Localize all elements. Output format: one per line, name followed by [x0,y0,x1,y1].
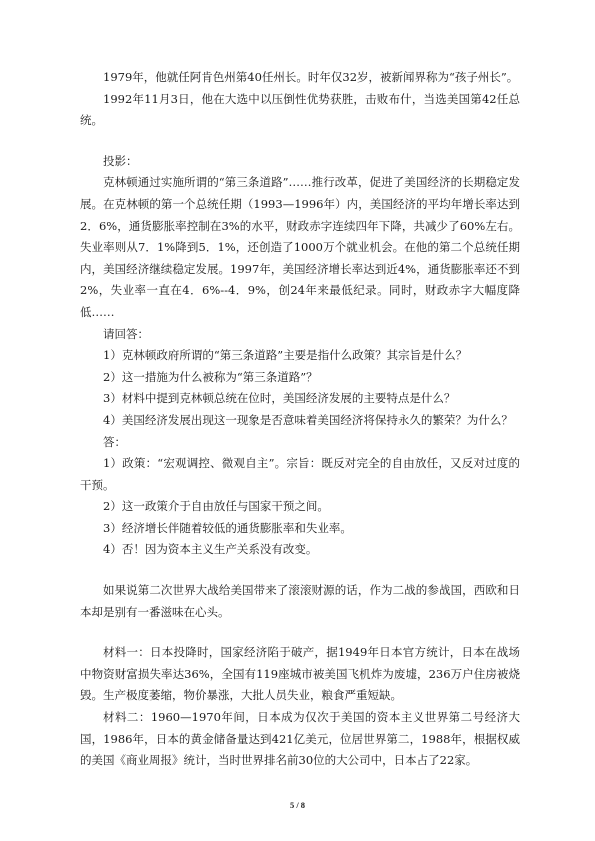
answer-1: 1）政策：“宏观调控、微观自主”。宗旨：既反对完全的自由放任，又反对过度的干预。 [80,456,520,492]
answer-4: 4）否！因为资本主义生产关系没有改变。 [103,542,318,557]
spacer [80,623,520,642]
document-body [80,67,520,772]
paragraph-projection-label: 投影： [103,153,138,168]
paragraph-clinton-president: 1992年11月3日，他在大选中以压倒性优势获胜，击败布什，当选美国第42任总统。 [80,91,520,128]
paragraph-answers-label: 答： [103,434,126,449]
answer-3: 3）经济增长伴随着较低的通货膨胀率和失业率。 [103,520,352,535]
paragraph-transition-europe-japan: 如果说第二次世界大战给美国带来了滚滚财源的话，作为二战的参战国，西欧和日本却是别有一番滋味在心头。 [80,583,520,619]
page-number: 5 / 8 [289,800,306,810]
question-3: 3）材料中提到克林顿总统在位时，美国经济发展的主要特点是什么？ [103,391,456,406]
paragraph-third-way-material: 克林顿通过实施所谓的“第三条道路”……推行改革，促进了美国经济的长期稳定发展。在克林顿的第一个总统任期（1993—1996年）内，美国经济的平均年增长率达到2．6%，通货膨胀率控制在3%的水平，财政赤字连续四年下降，共减少了60%左右。失业率则从7．1%降到5．1%，还创造了1000万个就业机会。在他的第二个总统任期内，美国经济继续稳定发展。1997年，美国经济增长率达到近4%，通货膨胀率还不到2%，失业率一直在4．6%--4．9%，创24年来最低纪录。同时，财政赤字大幅度降低…… [80,175,520,319]
paragraph-clinton-governor: 1979年，他就任阿肯色州第40任州长。时年仅32岁，被新闻界称为“孩子州长”。 [103,70,519,84]
question-1: 1）克林顿政府所谓的“第三条道路”主要是指什么政策？其宗旨是什么？ [103,348,468,363]
question-4: 4）美国经济发展出现这一现象是否意味着美国经济将保持永久的繁荣？为什么？ [103,412,513,427]
paragraph-questions-label: 请回答： [103,326,149,341]
paragraph-material-2: 材料二：1960—1970年间，日本成为仅次于美国的资本主义世界第二号经济大国，1986年，日本的黄金储备量达到421亿美元，位居世界第二，1988年，根据权威的美国《商业周报》统计，当时世界排名前30位的大公司中，日本占了22家。 [80,710,520,768]
question-2: 2）这一措施为什么被称为“第三条道路”？ [103,369,318,384]
spacer [80,561,520,580]
answer-2: 2）这一政策介于自由放任与国家干预之间。 [103,499,329,514]
paragraph-material-1: 材料一：日本投降时，国家经济陷于破产，据1949年日本官方统计，日本在战场中物资财富损失率达36%，全国有119座城市被美国飞机炸为废墟，236万户住房被烧毁。生产极度萎缩，物价暴涨，大批人员失业，粮食严重短缺。 [80,645,520,703]
spacer [80,132,520,151]
